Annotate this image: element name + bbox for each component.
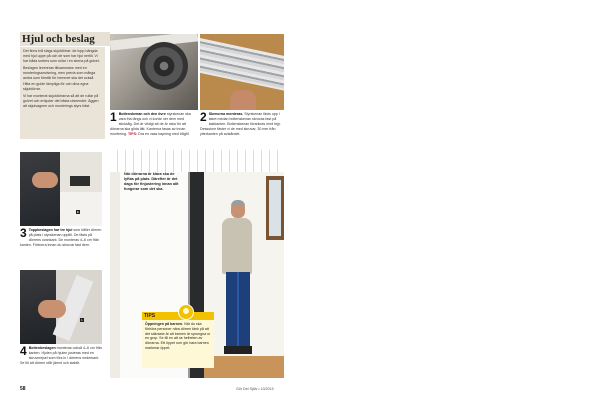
intro-box <box>20 47 105 139</box>
caption-2 <box>200 112 284 148</box>
door-edge <box>60 192 102 226</box>
tip-header: TIPS <box>142 312 214 320</box>
caption-4 <box>20 346 102 382</box>
lightbulb-icon <box>178 304 194 320</box>
hand <box>38 300 66 318</box>
caption-lead: Toppbeslagen har tre hjul <box>28 228 73 232</box>
tip-lead: Öppningen på barnen. <box>145 322 184 326</box>
caption-lead: Skenorna monteras. <box>208 112 244 116</box>
caption-lead: Bottenbeslagen <box>28 346 56 350</box>
step-number: 3 <box>20 228 27 240</box>
caption-tip-label: TIPS: <box>127 131 138 136</box>
intro-paragraph: Vi har monterat skjutdörrarna så att de rullar på golvet och erbjuder det bästa utseendet. Äggen att skjutvagnen och monterings styrs bäst. <box>23 93 99 108</box>
photo-ceiling-rails <box>200 34 284 110</box>
page-number: 58 <box>20 386 26 392</box>
photo-bottom-fitting <box>20 270 102 344</box>
man-body <box>222 218 252 274</box>
caption-3 <box>20 228 102 266</box>
caption-tip-text: Dra en vass kapning med bågfil. <box>137 131 190 136</box>
ceiling <box>110 150 284 172</box>
rails <box>200 37 284 93</box>
man-hair <box>231 200 245 206</box>
page-title: Hjul och beslag <box>22 33 95 45</box>
hand <box>32 172 58 188</box>
floor <box>202 356 284 378</box>
saw-blade <box>140 42 188 90</box>
photo-rail-cutting <box>110 34 198 110</box>
magazine-footer: Gör Det Själv • 10/2015 <box>236 387 274 391</box>
arm <box>20 152 60 226</box>
caption-text: som håller dörren på plats i styrskenan upptill. De fästs på dörrens ovankant. De monteras 4–6 cm från kanten. Förborra innan du skruvar fast dem. <box>20 228 102 247</box>
step-number: 2 <box>200 112 207 124</box>
step-number: 4 <box>20 346 27 358</box>
top-fitting <box>70 176 90 186</box>
caption-lead: Bottenskenan och den övre <box>118 112 166 116</box>
intro-paragraph: Det finns två slags skjutdörrar: de topp-hängda med hjul uppe på och de som har hjul nertill. Vi har båda sorters som rullar i en skena på golvet. <box>23 49 100 64</box>
man-boots <box>224 346 252 354</box>
caption-text: Styrskenan fästs upp i taket medan bottenskenan skruvas fast på bakkanten. Bottenskenan förankras med tejp. Dessutom fäster vi de med skruvar, 30 mm från ytterkanten på avståndet. <box>200 112 282 136</box>
photo-tag: E <box>77 210 80 214</box>
photo-overlay-text: När dörrarna är klara ska de lyftas på plats. Därefter är det dags för finjustering innan allt fungerar som det ska. <box>124 172 179 191</box>
window <box>266 176 284 240</box>
step-number: 1 <box>110 112 117 124</box>
hand <box>230 90 256 110</box>
tip-body: När du ska förhöra personer nära dörren tänk på att det säkraste är att barnen är sprungna ur en grop. Se till en att se helheten av dörrarna. Ett öppet rum gör bara barnen markerar öppet. <box>145 322 211 350</box>
photo-tag: 1 <box>81 318 83 322</box>
caption-1 <box>110 112 198 148</box>
caption-text: monteras också 4–6 cm från kanten. Hjulen på hjulen justeras med en skruvmejsel som förs in i dörrens nederkant. Se till att dörren står jämnt och stabilt. <box>20 346 102 365</box>
man-legs <box>226 272 250 346</box>
photo-top-fitting <box>20 152 102 226</box>
caption-text: styrskenan ska vara fria längs och vi kortar ner dem med sticksåg. Det är viktigt att de är raka för att dörrarna ska glida lätt. Kanterna fasas av innan montering. <box>110 112 191 136</box>
intro-paragraph: Beslagen levereras tillsammans med en monteringsanvisning, men precis som många andra som förstår för hemmet ska det också. Hitta en guide lämpliga för och dina egna skjutdörrar. <box>23 66 96 91</box>
tip-box <box>142 312 214 368</box>
tip-text-block <box>145 322 211 351</box>
